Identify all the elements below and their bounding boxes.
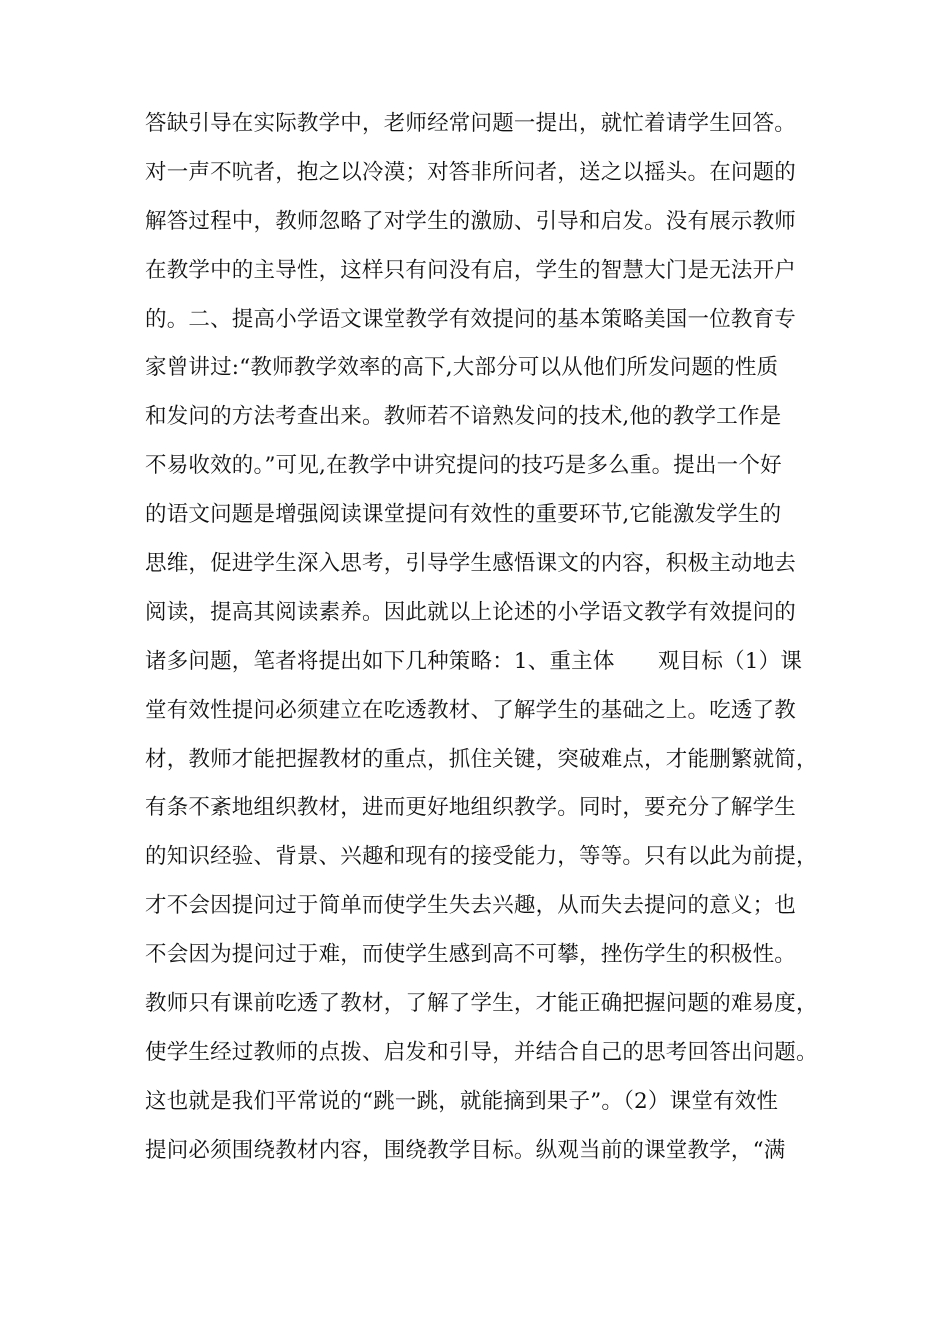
text-line: 解答过程中，教师忽略了对学生的激励、引导和启发。没有展示教师: [145, 208, 797, 234]
text-line: 才不会因提问过于简单而使学生失去兴趣，从而失去提问的意义；也: [145, 893, 797, 919]
text-line: 的语文问题是增强阅读课堂提问有效性的重要环节,它能激发学生的: [145, 502, 782, 528]
text-line: 对一声不吭者，抱之以冷漠；对答非所问者，送之以摇头。在问题的: [145, 159, 797, 185]
text-line: 的知识经验、背景、兴趣和现有的接受能力，等等。只有以此为前提，: [145, 844, 818, 870]
body-text: [145, 100, 825, 1176]
text-line: 有条不紊地组织教材，进而更好地组织教学。同时，要充分了解学生: [145, 795, 797, 821]
text-line: 材，教师才能把握教材的重点，抓住关键，突破难点，才能删繁就简，: [145, 746, 818, 772]
text-line: 堂有效性提问必须建立在吃透教材、了解学生的基础之上。吃透了教: [145, 697, 797, 723]
text-line: 在教学中的主导性，这样只有问没有启，学生的智慧大门是无法开户: [145, 257, 797, 283]
text-line: 不易收效的。”可见,在教学中讲究提问的技巧是多么重。提出一个好: [145, 453, 782, 479]
text-line: 的。二、提高小学语文课堂教学有效提问的基本策略美国一位教育专: [145, 306, 797, 332]
text-line: 不会因为提问过于难，而使学生感到高不可攀，挫伤学生的积极性。: [145, 942, 797, 968]
text-line: 教师只有课前吃透了教材，了解了学生，才能正确把握问题的难易度，: [145, 991, 818, 1017]
text-line: 提问必须围绕教材内容，围绕教学目标。纵观当前的课堂教学，“满: [145, 1137, 786, 1163]
text-line: 这也就是我们平常说的“跳一跳，就能摘到果子”。（2）课堂有效性: [145, 1088, 779, 1114]
text-line: 阅读，提高其阅读素养。因此就以上论述的小学语文教学有效提问的: [145, 599, 797, 625]
text-line: 诸多问题，笔者将提出如下几种策略：1、重主体 观目标（1）课: [145, 648, 803, 674]
text-line: 答缺引导在实际教学中，老师经常问题一提出，就忙着请学生回答。: [145, 111, 797, 136]
text-line: 和发问的方法考查出来。教师若不谙熟发问的技术,他的教学工作是: [145, 404, 782, 430]
text-line: 家曾讲过:“教师教学效率的高下,大部分可以从他们所发问题的性质: [145, 355, 779, 381]
text-line: 思维，促进学生深入思考，引导学生感悟课文的内容，积极主动地去: [145, 551, 797, 577]
text-line: 使学生经过教师的点拨、启发和引导，并结合自己的思考回答出问题。: [145, 1039, 818, 1065]
